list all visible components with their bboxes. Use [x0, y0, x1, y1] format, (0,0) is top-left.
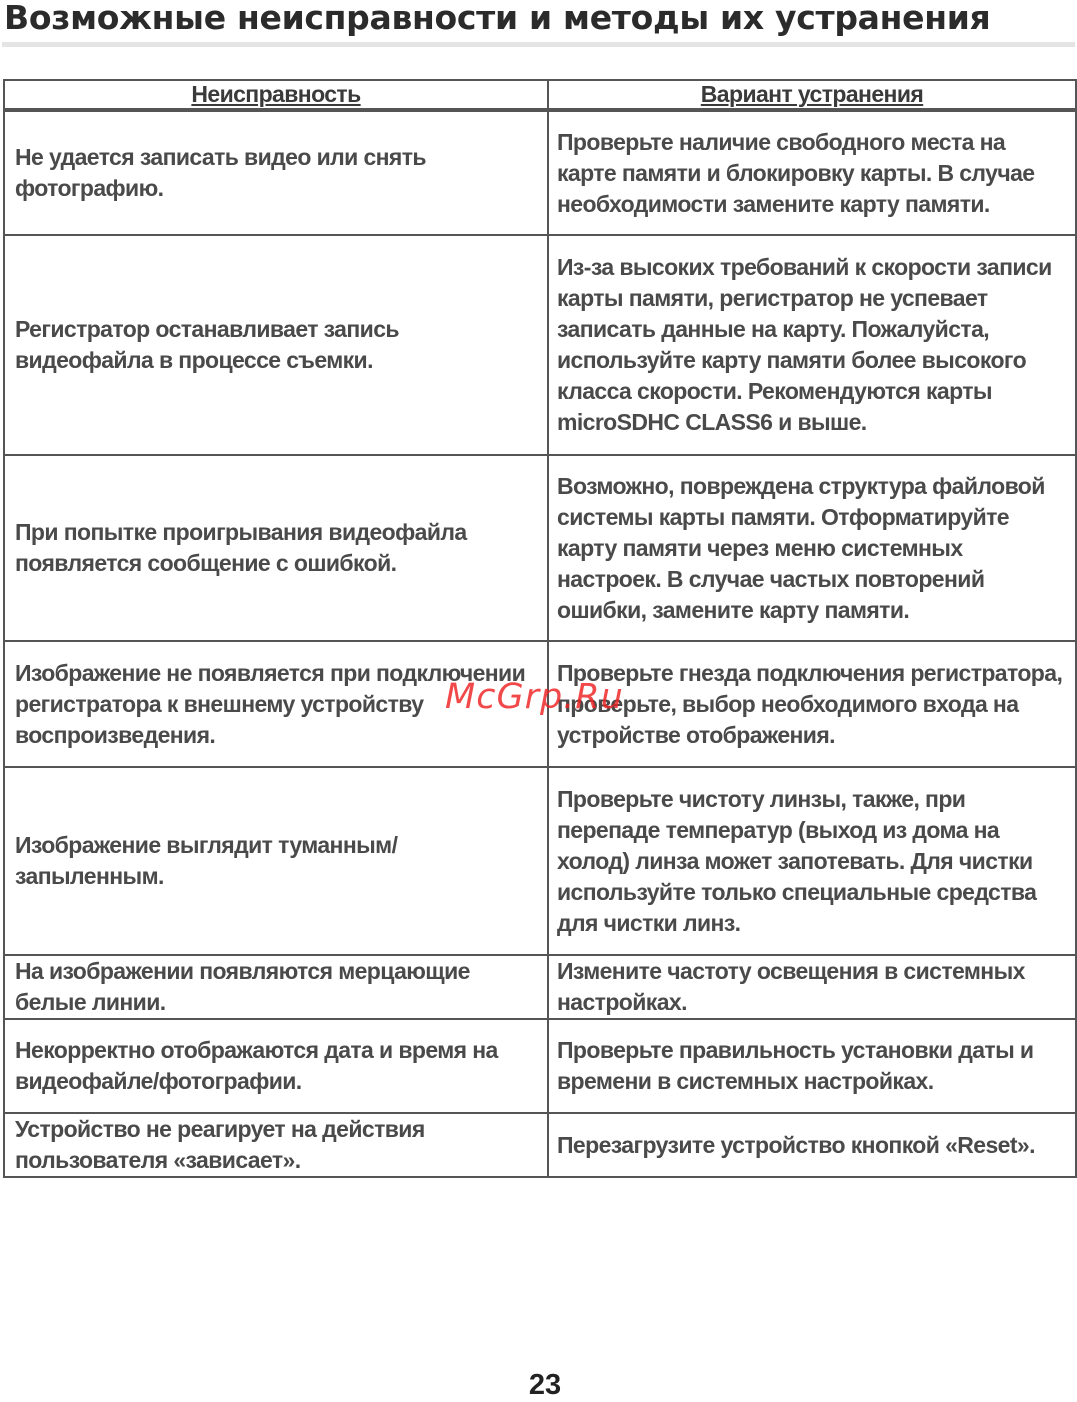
problem-cell	[4, 1113, 548, 1177]
remedy-cell	[548, 955, 1076, 1019]
remedy-cell	[548, 455, 1076, 641]
watermark: McGrp.Ru	[445, 677, 624, 717]
remedy-text: Измените частоту освещения в системных настройках.	[557, 958, 1025, 1015]
troubleshooting-table	[3, 79, 1077, 1178]
remedy-text: Проверьте правильность установки даты и времени в системных настройках.	[557, 1037, 1034, 1094]
troubleshooting-table-container	[3, 79, 1075, 1178]
table-row	[4, 955, 1076, 1019]
problem-cell	[4, 235, 548, 455]
remedy-cell	[548, 767, 1076, 955]
remedy-cell	[548, 1019, 1076, 1113]
table-row	[4, 235, 1076, 455]
table-row	[4, 110, 1076, 235]
problem-text: Регистратор останавливает запись видеофайла в процессе съемки.	[15, 316, 399, 373]
remedy-text: Возможно, повреждена структура файловой системы карты памяти. Отформатируйте карту памяти через меню системных настроек. В случае частых повторений ошибки, замените карту памяти.	[557, 472, 1045, 623]
problem-text: Изображение не появляется при подключении регистратора к внешнему устройству воспроизведения.	[15, 659, 526, 748]
header-remedy: Вариант устранения	[548, 80, 1076, 110]
title-underline	[2, 42, 1075, 47]
header-problem: Неисправность	[4, 80, 548, 110]
page-number: 23	[528, 1369, 562, 1401]
table-row	[4, 767, 1076, 955]
remedy-cell	[548, 641, 1076, 767]
remedy-text: Проверьте гнезда подключения регистратора, проверьте, выбор необходимого входа на устройстве отображения.	[557, 659, 1063, 748]
page-title: Возможные неисправности и методы их устранения	[4, 0, 991, 37]
problem-cell	[4, 767, 548, 955]
problem-text: При попытке проигрывания видеофайла появляется сообщение с ошибкой.	[15, 519, 467, 576]
table-row	[4, 455, 1076, 641]
problem-text: Устройство не реагирует на действия пользователя «зависает».	[15, 1116, 425, 1173]
remedy-cell	[548, 1113, 1076, 1177]
problem-cell	[4, 110, 548, 235]
remedy-text: Перезагрузите устройство кнопкой «Reset».	[557, 1131, 1035, 1158]
remedy-text: Из-за высоких требований к скорости записи карты памяти, регистратор не успевает записать данные на карту. Пожалуйста, используйте карту памяти более высокого класса скорости. Рекомендуются карты microSDHC CLASS6 и выше.	[557, 254, 1052, 435]
problem-text: Не удается записать видео или снять фотографию.	[15, 144, 426, 201]
remedy-cell	[548, 110, 1076, 235]
table-row	[4, 1019, 1076, 1113]
problem-cell	[4, 1019, 548, 1113]
remedy-cell	[548, 235, 1076, 455]
problem-cell	[4, 455, 548, 641]
problem-cell	[4, 955, 548, 1019]
table-row	[4, 1113, 1076, 1177]
problem-text: Некорректно отображаются дата и время на видеофайле/фотографии.	[15, 1037, 498, 1094]
table-header-row	[4, 80, 1076, 110]
remedy-text: Проверьте наличие свободного места на карте памяти и блокировку карты. В случае необходимости замените карту памяти.	[557, 128, 1035, 217]
problem-text: Изображение выглядит туманным/запыленным.	[15, 832, 398, 889]
remedy-text: Проверьте чистоту линзы, также, при перепаде температур (выход из дома на холод) линза может запотевать. Для чистки используйте только специальные средства для чистки линз.	[557, 785, 1037, 936]
problem-text: На изображении появляются мерцающие белые линии.	[15, 958, 470, 1015]
